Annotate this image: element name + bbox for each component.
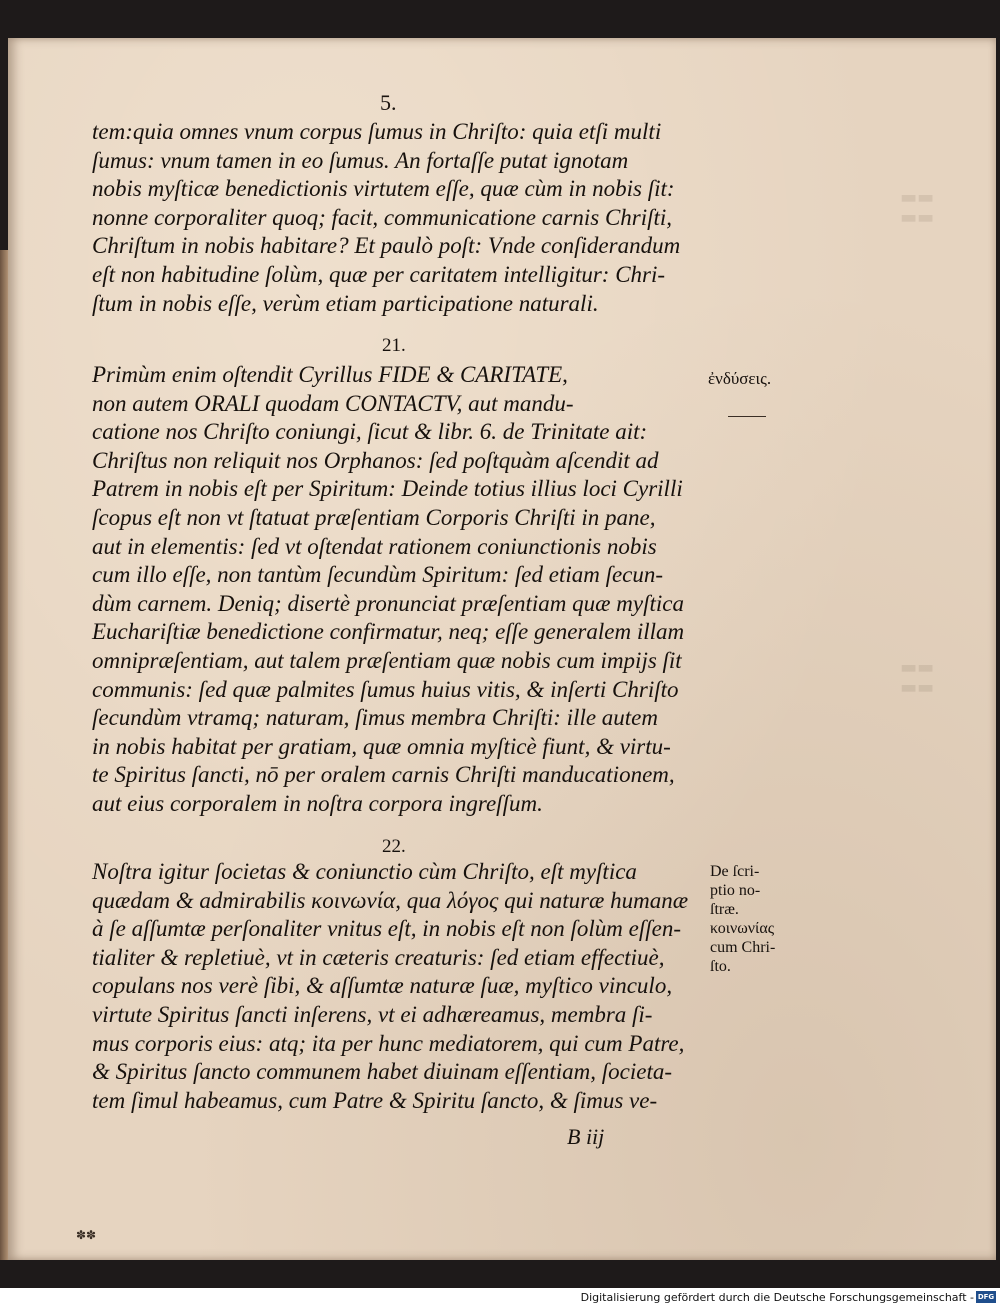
text-line: eſt non habitudine ſolùm, quæ per caritatem intelligitur: Chri- — [92, 261, 666, 287]
text-line: ſcopus eſt non vt ſtatuat præſentiam Corporis Chriſti in pane, — [92, 504, 656, 530]
text-line: omnipræſentiam, aut talem præſentiam quæ nobis cum impijs ſit — [92, 647, 682, 673]
text-line: te Spiritus ſancti, nō per oralem carnis Chriſti manducationem, — [92, 762, 675, 788]
margin-note-line: ptio no- — [710, 882, 761, 899]
text-line: à ſe aſſumtæ perſonaliter vnitus eſt, in nobis eſt non ſolùm eſſen- — [92, 916, 681, 942]
section-number-22: 22. — [382, 836, 406, 857]
text-line: aut eius corporalem in noſtra corpora ingreſſum. — [92, 790, 543, 816]
text-line: aut in elementis: ſed vt oſtendat rationem coniunctionis nobis — [92, 533, 657, 559]
text-block-1 — [92, 118, 712, 318]
show-through-bleed: ▬▬ ▬▬ — [900, 657, 935, 698]
text-line: virtute Spiritus ſancti inſerens, vt ei adhæreamus, membra ſi- — [92, 1001, 653, 1027]
text-line: quædam & admirabilis κοινωνία, qua λόγος qui naturæ humanæ — [92, 887, 689, 913]
text-line: catione nos Chriſto coniungi, ſicut & libr. 6. de Trinitate ait: — [92, 419, 648, 445]
section-number-21: 21. — [382, 335, 406, 356]
show-through-bleed: ▬▬ ▬▬ — [900, 187, 935, 228]
text-line: nonne corporaliter quoq; facit, communicatione carnis Chriſti, — [92, 204, 673, 230]
text-line: ſtum in nobis eſſe, verùm etiam participatione naturali. — [92, 290, 599, 316]
footer-bar — [0, 1288, 1000, 1307]
text-line: Primùm enim oſtendit Cyrillus FIDE & CARITATE, — [92, 362, 568, 387]
margin-note-line: κοινωνίας — [710, 920, 775, 937]
text-line: & Spiritus ſancto communem habet diuinam eſſentiam, ſocieta- — [92, 1059, 673, 1085]
dfg-logo-icon: DFG — [977, 1293, 995, 1301]
text-block-3 — [92, 858, 712, 1115]
text-line: tialiter & repletiuè, vt in cæteris creaturis: ſed etiam effectiuè, — [92, 944, 665, 970]
margin-note-line: ſto. — [710, 958, 731, 975]
text-line: communis: ſed quæ palmites ſumus huius vitis, & inſerti Chriſto — [92, 676, 679, 702]
text-line: mus corporis eius: atq; ita per hunc mediatorem, qui cum Patre, — [92, 1030, 685, 1056]
margin-note-line: De ſcri- — [710, 863, 760, 880]
text-line: tem ſimul habeamus, cum Patre & Spiritu ſancto, & ſimus ve- — [92, 1087, 658, 1113]
text-line: ſumus: vnum tamen in eo ſumus. An fortaſſe putat ignotam — [92, 147, 629, 173]
text-line: Euchariſtiæ benedictione confirmatur, neq; eſſe generalem illam — [92, 619, 685, 645]
text-line: tem:quia omnes vnum corpus ſumus in Chriſto: quia etſi multi — [92, 119, 662, 144]
text-line: Chriſtum in nobis habitare? Et paulò poſt: Vnde conſiderandum — [92, 233, 681, 259]
text-line: Patrem in nobis eſt per Spiritum: Deinde totius illius loci Cyrilli — [92, 476, 683, 502]
text-line: dùm carnem. Deniq; disertè pronunciat præſentiam quæ myſtica — [92, 590, 684, 616]
margin-note-22 — [710, 862, 775, 976]
text-line: cum illo eſſe, non tantùm ſecundùm Spiritum: ſed etiam ſecun- — [92, 562, 664, 588]
signature-mark: B iij — [567, 1124, 605, 1149]
page-number: 5. — [380, 90, 397, 115]
margin-note-21: ἐνδύσεις. — [708, 369, 772, 388]
text-line: in nobis habitat per gratiam, quæ omnia myſticè fiunt, & virtu- — [92, 733, 671, 759]
margin-note-line: ſtræ. — [710, 901, 739, 918]
text-line: non autem ORALI quodam CONTACTV, aut mandu- — [92, 390, 574, 416]
text-line: nobis myſticæ benedictionis virtutem eſſe, quæ cùm in nobis ſit: — [92, 176, 675, 202]
text-line: Chriſtus non reliquit nos Orphanos: ſed poſtquàm aſcendit ad — [92, 447, 659, 473]
ink-smudge: ✽✽ — [76, 1228, 97, 1242]
text-line: Noſtra igitur ſocietas & coniunctio cùm Chriſto, eſt myſtica — [92, 859, 637, 884]
text-line: copulans nos verè ſibi, & aſſumtæ naturæ ſuæ, myſtico vinculo, — [92, 973, 673, 999]
text-block-2 — [92, 361, 712, 819]
margin-rule — [728, 416, 766, 417]
text-line: ſecundùm vtramq; naturam, ſimus membra Chriſti: ille autem — [92, 705, 659, 731]
footer-credit: Digitalisierung gefördert durch die Deutsche Forschungsgemeinschaft - — [580, 1291, 974, 1304]
margin-note-line: cum Chri- — [710, 939, 776, 956]
